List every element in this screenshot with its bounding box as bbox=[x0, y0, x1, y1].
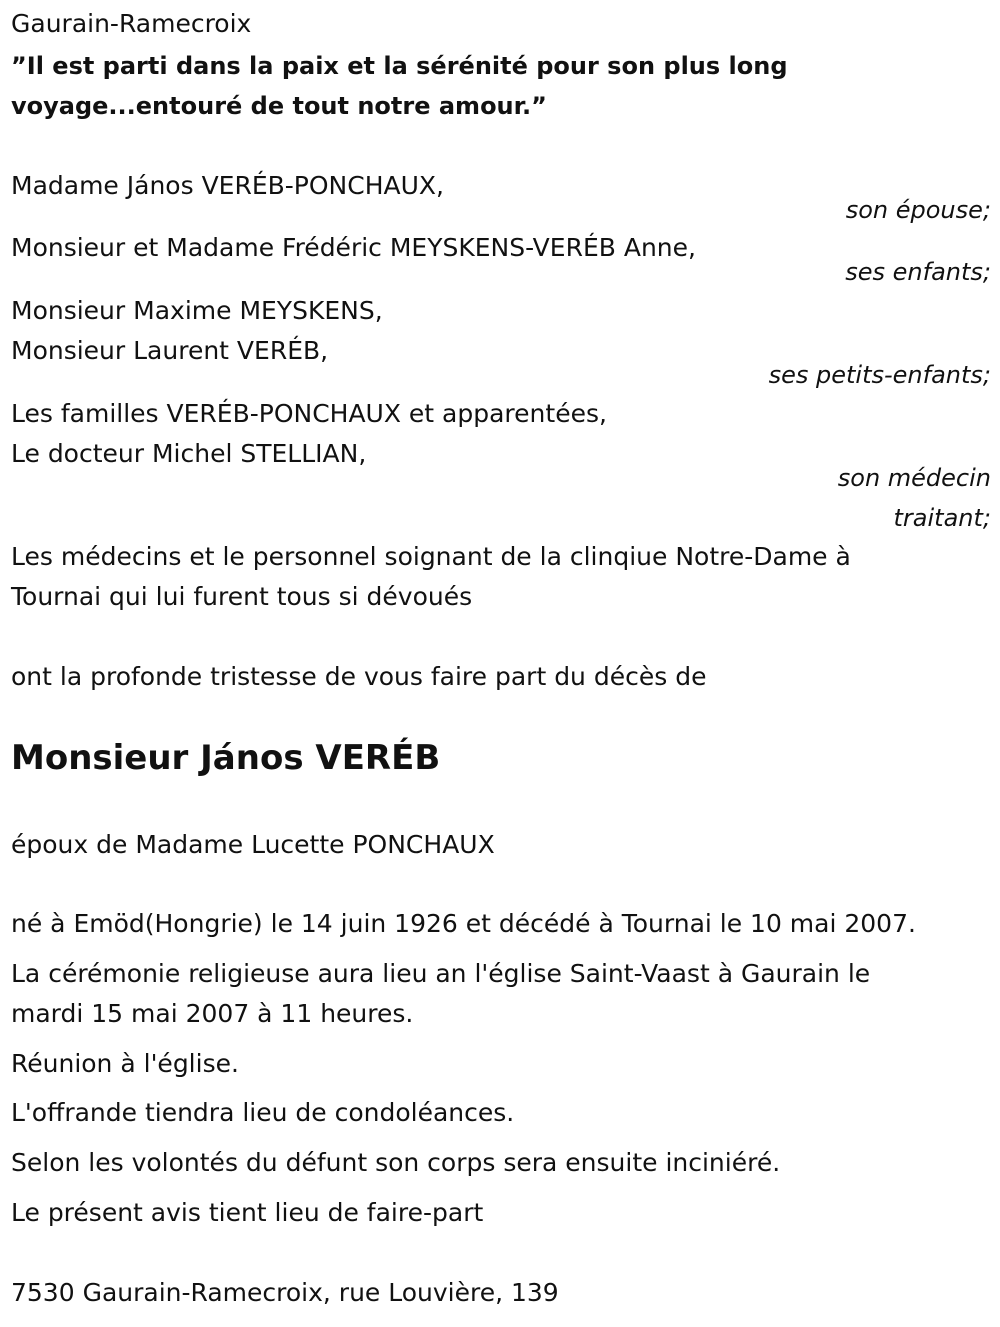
spouse-name: Madame János VERÉB-PONCHAUX, bbox=[11, 171, 444, 200]
ceremony-line-1: La cérémonie religieuse aura lieu an l'église Saint-Vaast à Gaurain le bbox=[11, 959, 871, 988]
doctor-role-line-1: son médecin bbox=[837, 464, 991, 492]
deceased-name: Monsieur János VERÉB bbox=[11, 738, 441, 778]
spouse-of-text: époux de Madame Lucette PONCHAUX bbox=[11, 830, 495, 859]
medical-staff-line-1: Les médecins et le personnel soignant de la clinqiue Notre-Dame à bbox=[11, 542, 851, 571]
grandchildren-role: ses petits-enfants; bbox=[768, 361, 991, 389]
announcement-text: ont la profonde tristesse de vous faire part du décès de bbox=[11, 662, 707, 691]
extended-families: Les familles VERÉB-PONCHAUX et apparentées, bbox=[11, 399, 607, 428]
address-text: 7530 Gaurain-Ramecroix, rue Louvière, 139 bbox=[11, 1278, 559, 1307]
doctor-role-line-2: traitant; bbox=[893, 504, 991, 532]
location-header: Gaurain-Ramecroix bbox=[11, 9, 252, 38]
notice-text: Le présent avis tient lieu de faire-part bbox=[11, 1198, 484, 1227]
ceremony-line-2: mardi 15 mai 2007 à 11 heures. bbox=[11, 999, 414, 1028]
children-name: Monsieur et Madame Frédéric MEYSKENS-VERÉB Anne, bbox=[11, 233, 696, 262]
meeting-text: Réunion à l'église. bbox=[11, 1049, 239, 1078]
children-role: ses enfants; bbox=[845, 258, 991, 286]
spouse-role: son épouse; bbox=[845, 196, 991, 224]
grandchild-name-1: Monsieur Maxime MEYSKENS, bbox=[11, 296, 383, 325]
quote-line-2: voyage...entouré de tout notre amour.” bbox=[11, 92, 547, 120]
medical-staff-line-2: Tournai qui lui furent tous si dévoués bbox=[11, 582, 473, 611]
cremation-text: Selon les volontés du défunt son corps sera ensuite inciniéré. bbox=[11, 1148, 781, 1177]
birth-death-text: né à Emöd(Hongrie) le 14 juin 1926 et décédé à Tournai le 10 mai 2007. bbox=[11, 909, 916, 938]
doctor-name: Le docteur Michel STELLIAN, bbox=[11, 439, 367, 468]
grandchild-name-2: Monsieur Laurent VERÉB, bbox=[11, 336, 329, 365]
quote-line-1: ”Il est parti dans la paix et la sérénité pour son plus long bbox=[11, 52, 788, 80]
offering-text: L'offrande tiendra lieu de condoléances. bbox=[11, 1098, 515, 1127]
